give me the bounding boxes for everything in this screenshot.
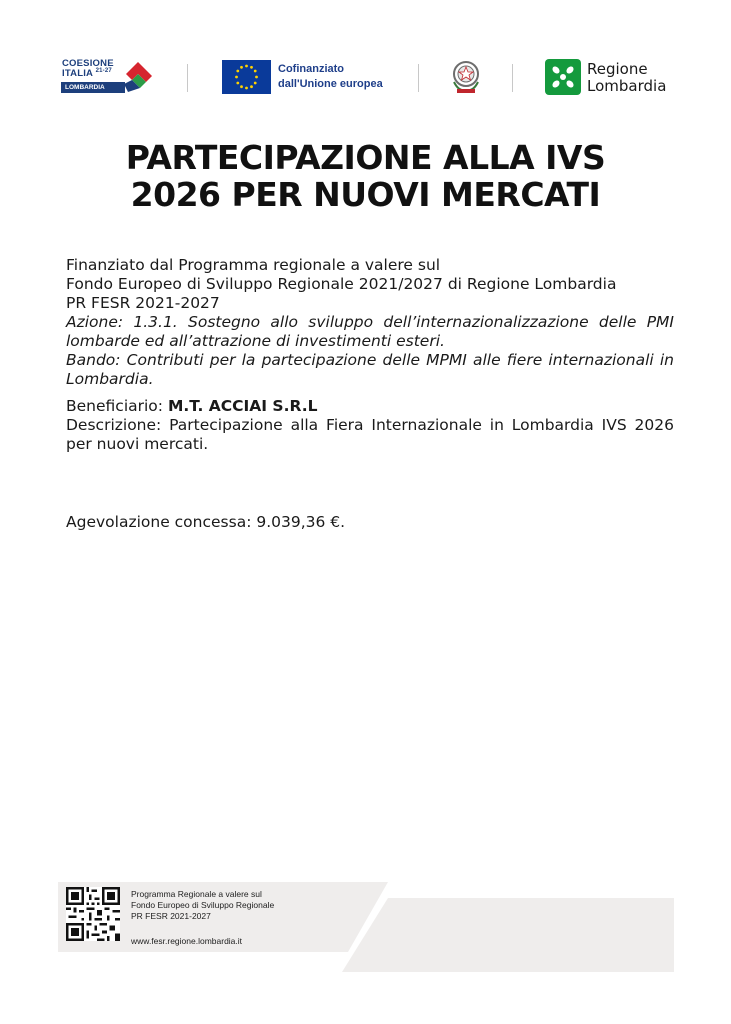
logo-strip [0,52,731,102]
footer-url: www.fesr.regione.lombardia.it [131,936,243,946]
eu-line1: Cofinanziato [278,63,344,75]
regione-line1: Regione [587,60,648,78]
coesione-band: LOMBARDIA [61,82,125,93]
bando-text: Bando: Contributi per la partecipazione delle MPMI alle fiere internazionali in Lombardia. [66,351,674,388]
footer-line3: PR FESR 2021-2027 [131,911,211,921]
coesione-line1: COESIONE [62,58,114,69]
regione-rose-icon [545,59,581,95]
coesione-line2: ITALIA $^{21-27}$ [62,68,112,80]
footer-banner [58,882,674,972]
eu-flag-icon [222,60,271,94]
title-line2: 2026 PER NUOVI MERCATI [130,175,601,214]
italian-republic-emblem [449,52,483,102]
intro-line1: Finanziato dal Programma regionale a valere sul [66,256,441,274]
agevolazione-text: Agevolazione concessa: 9.039,36 €. [66,513,346,531]
azione-text: Azione: 1.3.1. Sostegno allo sviluppo dell’internazionalizzazione delle PMI lombarde ed all’attrazione di investimenti esteri. [66,313,674,350]
footer-line2: Fondo Europeo di Sviluppo Regionale [131,900,275,910]
separator [187,64,188,92]
footer-line1: Programma Regionale a valere sul [131,889,262,899]
descrizione-text: Descrizione: Partecipazione alla Fiera Internazionale in Lombardia IVS 2026 per nuovi mercati. [66,416,674,453]
eu-cofinanced-logo [222,52,392,102]
qr-code-icon [66,887,120,941]
regione-lombardia-logo [545,52,685,102]
separator [418,64,419,92]
beneficiario [66,397,674,416]
eu-line2: dall'Unione europea [278,78,383,90]
coesione-arrows-icon [122,60,154,94]
title-line1: PARTECIPAZIONE ALLA IVS [125,138,606,177]
intro-line2: Fondo Europeo di Sviluppo Regionale 2021/2027 di Regione Lombardia [66,275,617,293]
page-title [0,139,731,213]
regione-line2: Lombardia [587,77,667,95]
project-description [66,256,674,454]
emblem-icon [449,58,483,98]
coesione-italia-logo [60,52,160,102]
beneficiario-value: M.T. ACCIAI S.R.L [167,397,318,415]
intro-line3: PR FESR 2021-2027 [66,294,220,312]
beneficiario-label: Beneficiario: [66,397,168,415]
separator [512,64,513,92]
